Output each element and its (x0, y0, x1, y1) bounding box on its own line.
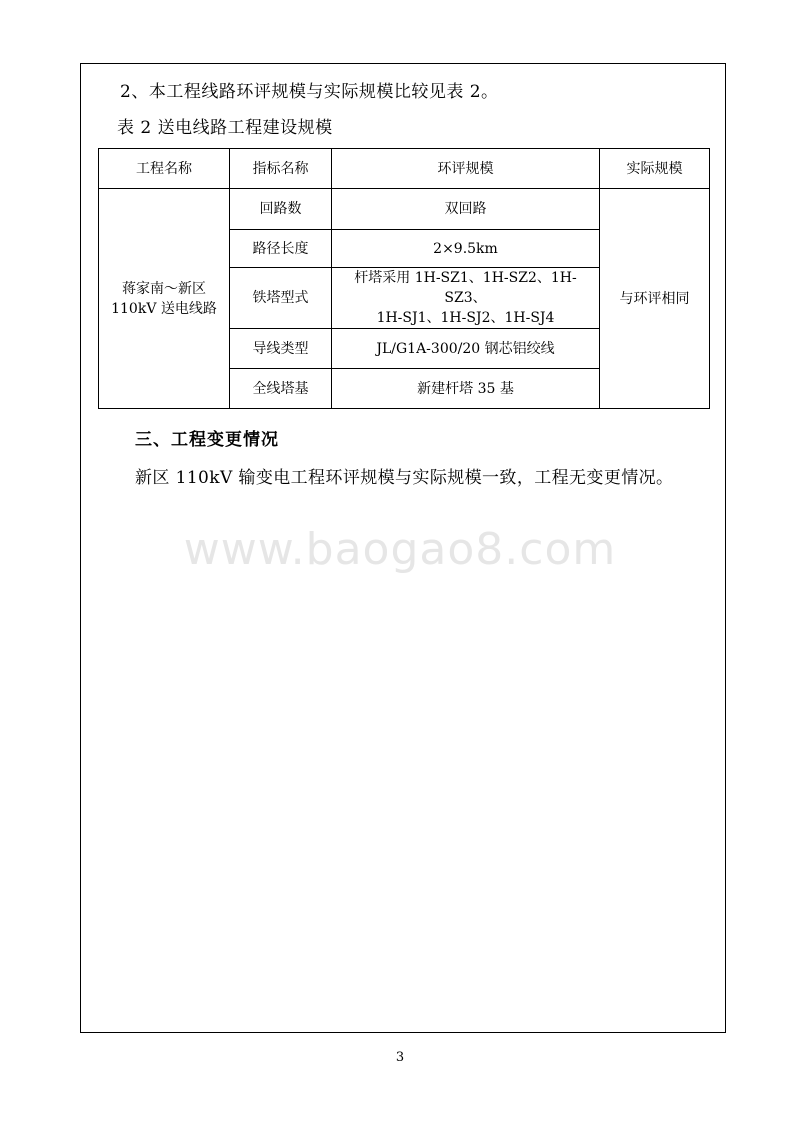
eia-scale-cell: JL/G1A-300/20 钢芯铝绞线 (332, 329, 600, 369)
header-indicator-name: 指标名称 (230, 149, 332, 189)
header-actual-scale: 实际规模 (600, 149, 710, 189)
table-header-row (99, 149, 710, 189)
watermark: www.baogao8.com (183, 524, 617, 575)
page-number: 3 (395, 1050, 405, 1065)
eia-scale-line: 1H-SJ1、1H-SJ2、1H-SJ4 (376, 310, 555, 326)
header-eia-scale: 环评规模 (332, 149, 600, 189)
project-name-line1: 蒋家南～新区 (122, 280, 206, 297)
indicator-cell: 全线塔基 (230, 369, 332, 409)
project-name-line2: 110kV 送电线路 (111, 300, 217, 317)
actual-scale-cell: 与环评相同 (600, 189, 710, 409)
eia-scale-cell (332, 268, 600, 329)
eia-scale-cell: 2×9.5km (332, 230, 600, 268)
construction-scale-table (98, 148, 710, 409)
change-paragraph: 新区 110kV 输变电工程环评规模与实际规模一致，工程无变更情况。 (135, 468, 674, 488)
indicator-cell: 路径长度 (230, 230, 332, 268)
eia-scale-line: 杆塔采用 1H-SZ1、1H-SZ2、1H-SZ3、 (354, 270, 577, 306)
header-project-name: 工程名称 (99, 149, 230, 189)
indicator-cell: 导线类型 (230, 329, 332, 369)
project-name-cell (99, 189, 230, 409)
eia-scale-cell: 新建杆塔 35 基 (332, 369, 600, 409)
indicator-cell: 铁塔型式 (230, 268, 332, 329)
section-heading: 三、工程变更情况 (135, 430, 279, 450)
intro-paragraph: 2、本工程线路环评规模与实际规模比较见表 2。 (120, 82, 499, 102)
table-row (99, 189, 710, 230)
indicator-cell: 回路数 (230, 189, 332, 230)
eia-scale-cell: 双回路 (332, 189, 600, 230)
table-caption: 表 2 送电线路工程建设规模 (117, 118, 333, 138)
